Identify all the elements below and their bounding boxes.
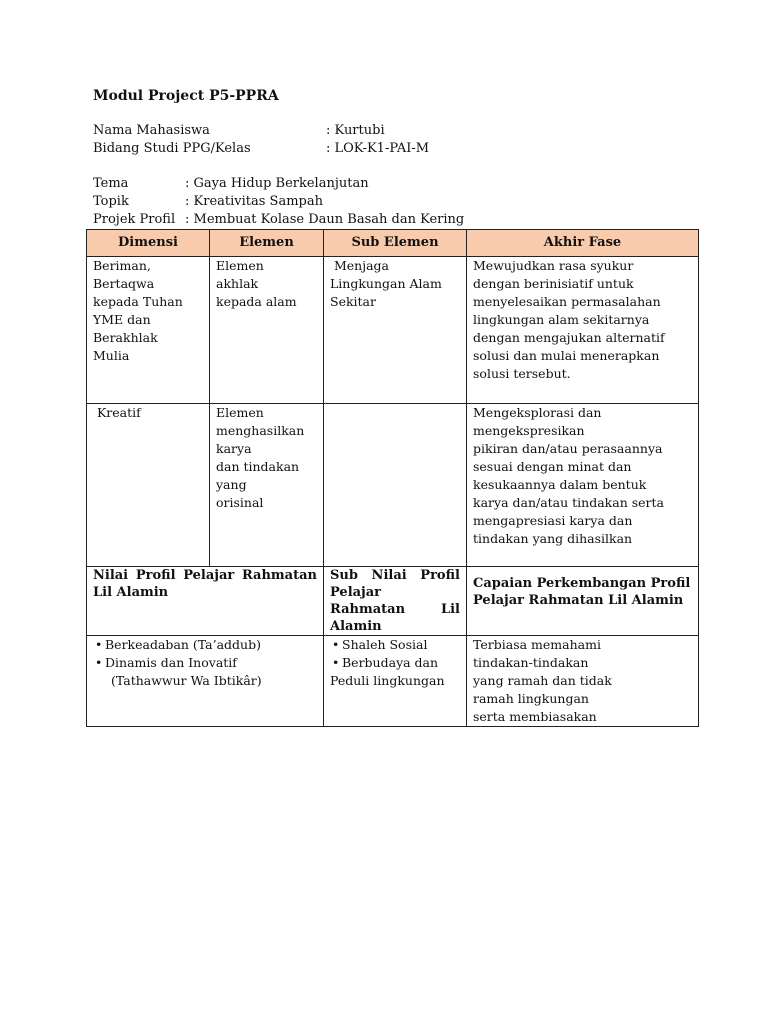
cell-sub-nilai-list xyxy=(324,636,467,727)
list-item: • Shaleh Sosial xyxy=(330,636,460,654)
text-line: menghasilkan xyxy=(216,423,305,438)
text-line: Menjaga xyxy=(330,258,390,273)
text-line: lingkungan alam sekitarnya xyxy=(473,312,650,327)
text-line: serta membiasakan xyxy=(473,709,597,724)
text-line: Elemen xyxy=(216,405,264,420)
table-row xyxy=(87,404,699,567)
text-line: (Tathawwur Wa Ibtikâr) xyxy=(111,673,262,688)
profil-table xyxy=(86,229,699,727)
text-line: akhlak xyxy=(216,276,259,291)
document-title: Modul Project P5-PPRA xyxy=(93,88,279,104)
text-line: pikiran dan/atau perasaannya xyxy=(473,441,663,456)
tema-value: : Gaya Hidup Berkelanjutan xyxy=(185,176,369,191)
table-subheader-row xyxy=(87,567,699,636)
projek-value: : Membuat Kolase Daun Basah dan Kering xyxy=(185,212,465,227)
header-dimensi: Dimensi xyxy=(87,230,210,257)
text-line: menyelesaikan permasalahan xyxy=(473,294,661,309)
bidang-value: : LOK-K1-PAI-M xyxy=(326,141,430,156)
nama-row xyxy=(93,122,210,140)
cell-nilai-list xyxy=(87,636,324,727)
text-line: sesuai dengan minat dan xyxy=(473,459,632,474)
table-header-row xyxy=(87,230,699,257)
cell-capaian xyxy=(467,636,699,727)
list-item: • Berkeadaban (Ta’addub) xyxy=(93,636,317,654)
text-line: karya xyxy=(216,441,252,456)
text-line: Lingkungan Alam xyxy=(330,276,442,291)
text-line: tindakan-tindakan xyxy=(473,655,589,670)
cell-akhir-fase xyxy=(467,257,699,404)
text-line: Kreatif xyxy=(93,405,141,420)
text-line: Sekitar xyxy=(330,294,376,309)
cell-dimensi xyxy=(87,257,210,404)
cell-elemen xyxy=(210,257,324,404)
text-line: solusi dan mulai menerapkan xyxy=(473,348,660,363)
list-item: • Dinamis dan Inovatif xyxy=(93,654,317,672)
text-line: yang ramah dan tidak xyxy=(473,673,612,688)
bidang-label: Bidang Studi PPG/Kelas xyxy=(93,141,251,156)
text-line: Beriman, xyxy=(93,258,151,273)
list-item: • Berbudaya dan xyxy=(330,654,460,672)
text-line: Elemen xyxy=(216,258,264,273)
text-line: tindakan yang dihasilkan xyxy=(473,531,633,546)
text-line: Mengeksplorasi dan xyxy=(473,405,602,420)
nama-label: Nama Mahasiswa xyxy=(93,123,210,138)
text-line: YME dan xyxy=(93,312,151,327)
topik-value: : Kreativitas Sampah xyxy=(185,194,323,209)
table-row xyxy=(87,636,699,727)
text-line: solusi tersebut. xyxy=(473,366,571,381)
text-line: orisinal xyxy=(216,495,264,510)
text-line: Mulia xyxy=(93,348,130,363)
text-line: dan tindakan xyxy=(216,459,300,474)
table-row xyxy=(87,257,699,404)
header-akhir-fase: Akhir Fase xyxy=(467,230,699,257)
text-line: yang xyxy=(216,477,247,492)
projek-label: Projek Profil xyxy=(93,212,176,227)
nama-value: : Kurtubi xyxy=(326,123,385,138)
text-line: Berakhlak xyxy=(93,330,158,345)
text-line: mengapresiasi karya dan xyxy=(473,513,633,528)
text-line: Bertaqwa xyxy=(93,276,155,291)
cell-sub-elemen xyxy=(324,257,467,404)
header-capaian: Capaian Perkembangan Profil Pelajar Rahmatan Lil Alamin xyxy=(467,567,699,636)
tema-label: Tema xyxy=(93,176,129,191)
text-line: dengan berinisiatif untuk xyxy=(473,276,634,291)
text-line: kesukaannya dalam bentuk xyxy=(473,477,647,492)
cell-sub-elemen-empty xyxy=(324,404,467,567)
cell-elemen xyxy=(210,404,324,567)
text-line: ramah lingkungan xyxy=(473,691,589,706)
text-line: Terbiasa memahami xyxy=(473,637,601,652)
header-sub-nilai: Sub Nilai Profil Pelajar Rahmatan Lil Alamin xyxy=(324,567,467,636)
text-line: karya dan/atau tindakan serta xyxy=(473,495,664,510)
cell-akhir-fase xyxy=(467,404,699,567)
text-line: Mewujudkan rasa syukur xyxy=(473,258,634,273)
cell-dimensi xyxy=(87,404,210,567)
header-elemen: Elemen xyxy=(210,230,324,257)
topik-label: Topik xyxy=(93,194,129,209)
header-sub-elemen: Sub Elemen xyxy=(324,230,467,257)
text-line: kepada alam xyxy=(216,294,297,309)
text-line: mengekspresikan xyxy=(473,423,585,438)
text-line: kepada Tuhan xyxy=(93,294,183,309)
header-nilai-profil: Nilai Profil Pelajar Rahmatan Lil Alamin xyxy=(87,567,324,636)
text-line: Peduli lingkungan xyxy=(330,673,445,688)
text-line: dengan mengajukan alternatif xyxy=(473,330,665,345)
